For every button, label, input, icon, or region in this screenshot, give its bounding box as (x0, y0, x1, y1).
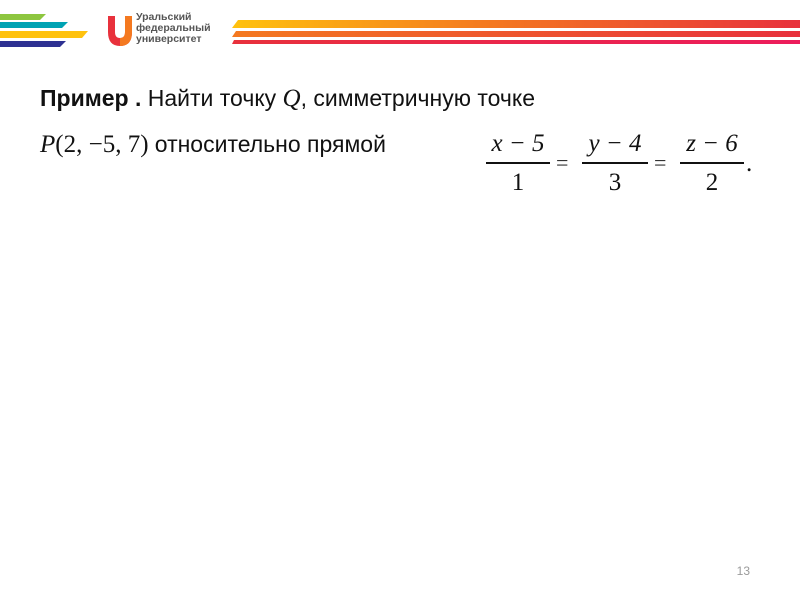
fraction-bar (582, 162, 648, 164)
fraction-bar (486, 162, 550, 164)
line-equation (486, 128, 766, 208)
problem-line-1 (40, 78, 535, 119)
fraction-z-numerator: z − 6 (686, 130, 738, 157)
fraction-x-numerator: x − 5 (491, 130, 545, 157)
university-logo-icon (106, 14, 134, 50)
page-number: 13 (736, 564, 750, 578)
problem-line-2 (40, 124, 386, 165)
logo-line-3: университет (136, 33, 202, 45)
equation-end-dot: . (746, 150, 753, 177)
fraction-z-denominator: 2 (705, 168, 719, 196)
fraction-y (582, 128, 648, 198)
header-stripes-right (232, 14, 800, 48)
point-q-label: Q (282, 85, 301, 112)
logo-line-1: Уральский (136, 11, 192, 23)
fraction-x (486, 128, 550, 198)
relative-line-text: относительно прямой (154, 131, 386, 157)
example-label: Пример . (40, 85, 142, 111)
university-logo-text (136, 12, 211, 45)
task-text: Найти точку (141, 85, 283, 111)
point-p-label: P (40, 131, 56, 158)
fraction-z (680, 128, 744, 198)
task-text-tail: , симметричную точке (300, 85, 536, 111)
equals-sign-2: = (654, 150, 667, 175)
equals-sign-1: = (556, 150, 569, 175)
header-stripes-left (0, 14, 100, 54)
fraction-y-denominator: 3 (608, 168, 622, 196)
fraction-bar (680, 162, 744, 164)
fraction-y-numerator: y − 4 (588, 130, 642, 157)
fraction-x-denominator: 1 (511, 168, 525, 196)
logo-line-2: федеральный (136, 22, 211, 34)
point-p-coords: (2, −5, 7) (55, 131, 155, 158)
